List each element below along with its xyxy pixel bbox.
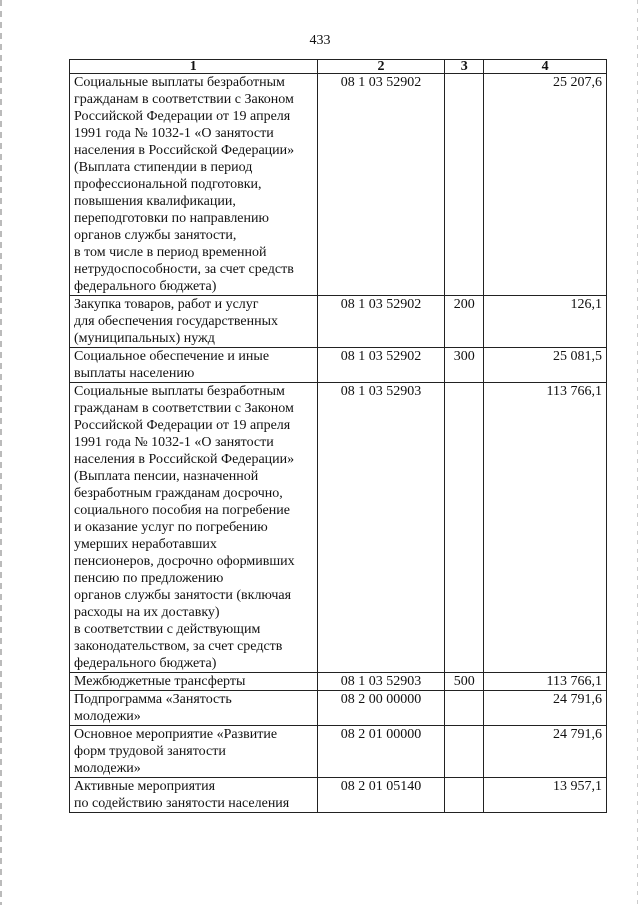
- table-row: [70, 673, 607, 691]
- table-row: [70, 691, 607, 726]
- row-name: Социальное обеспечение и иные выплаты населению: [70, 348, 318, 383]
- row-name: Основное мероприятие «Развитие форм трудовой занятости молодежи»: [70, 726, 318, 778]
- row-type: 300: [445, 348, 484, 383]
- table-header-row: [70, 60, 607, 74]
- row-name: Межбюджетные трансферты: [70, 673, 318, 691]
- row-name: Подпрограмма «Занятость молодежи»: [70, 691, 318, 726]
- table-row: [70, 726, 607, 778]
- table-row: [70, 383, 607, 673]
- row-type: 200: [445, 296, 484, 348]
- column-header-amount: 4: [484, 60, 607, 74]
- row-amount: 113 766,1: [484, 673, 607, 691]
- row-amount: 25 081,5: [484, 348, 607, 383]
- row-name: Социальные выплаты безработным гражданам в соответствии с Законом Российской Федерации от 19 апреля 1991 года № 1032-1 «О занятости населения в Российской Федерации» (Выплата пенсии, назначенной безработным гражданам досрочно, социального пособия на погребение и оказание услуг по погребению умерших неработавших пенсионеров, досрочно оформивших пенсию по предложению органов службы занятости (включая расходы на их доставку) в соответствии с действующим законодательством, за счет средств федерального бюджета): [70, 383, 318, 673]
- row-code: 08 1 03 52902: [317, 74, 445, 296]
- row-amount: 13 957,1: [484, 778, 607, 813]
- row-type: [445, 691, 484, 726]
- row-code: 08 1 03 52902: [317, 296, 445, 348]
- row-type: [445, 383, 484, 673]
- row-code: 08 2 01 05140: [317, 778, 445, 813]
- row-code: 08 2 00 00000: [317, 691, 445, 726]
- row-type: [445, 74, 484, 296]
- row-amount: 25 207,6: [484, 74, 607, 296]
- scan-edge-left: [0, 0, 2, 905]
- scan-edge-right: [637, 0, 638, 905]
- table-row: [70, 74, 607, 296]
- row-code: 08 2 01 00000: [317, 726, 445, 778]
- column-header-name: 1: [70, 60, 318, 74]
- budget-table: [69, 59, 607, 813]
- row-amount: 126,1: [484, 296, 607, 348]
- column-header-type: 3: [445, 60, 484, 74]
- row-name: Активные мероприятия по содействию занятости населения: [70, 778, 318, 813]
- row-code: 08 1 03 52903: [317, 383, 445, 673]
- table-row: [70, 348, 607, 383]
- row-code: 08 1 03 52902: [317, 348, 445, 383]
- row-amount: 24 791,6: [484, 726, 607, 778]
- row-type: [445, 778, 484, 813]
- row-amount: 113 766,1: [484, 383, 607, 673]
- row-name: Социальные выплаты безработным гражданам в соответствии с Законом Российской Федерации от 19 апреля 1991 года № 1032-1 «О занятости населения в Российской Федерации» (Выплата стипендии в период профессиональной подготовки, повышения квалификации, переподготовки по направлению органов службы занятости, в том числе в период временной нетрудоспособности, за счет средств федерального бюджета): [70, 74, 318, 296]
- row-type: [445, 726, 484, 778]
- table-row: [70, 778, 607, 813]
- row-type: 500: [445, 673, 484, 691]
- column-header-code: 2: [317, 60, 445, 74]
- page-number: 433: [309, 33, 331, 48]
- row-code: 08 1 03 52903: [317, 673, 445, 691]
- row-amount: 24 791,6: [484, 691, 607, 726]
- row-name: Закупка товаров, работ и услуг для обеспечения государственных (муниципальных) нужд: [70, 296, 318, 348]
- table-row: [70, 296, 607, 348]
